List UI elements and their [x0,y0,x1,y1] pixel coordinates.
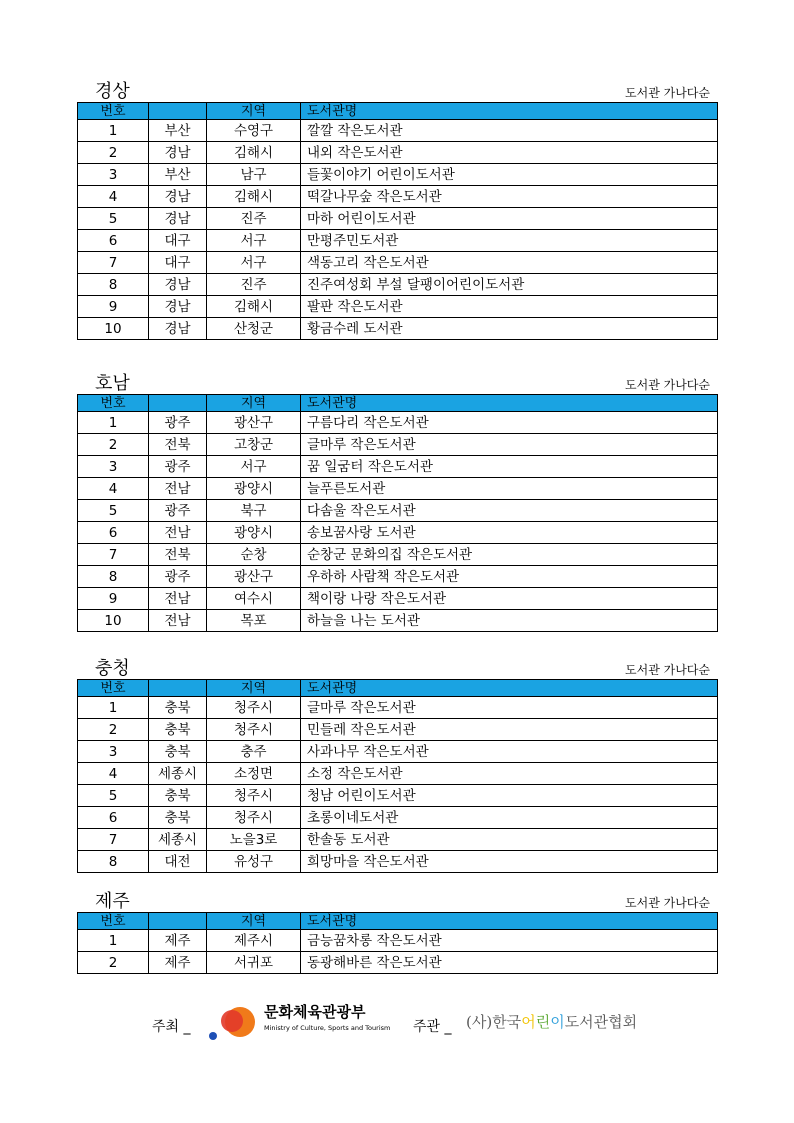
cell-province: 경남 [149,208,207,230]
cell-province: 전북 [149,434,207,456]
ministry-name: 문화체육관광부 [264,1003,366,1021]
cell-no: 6 [78,807,149,829]
cell-province: 전남 [149,588,207,610]
library-table [77,394,718,632]
section-title: 경상 [95,81,130,102]
cell-no: 7 [78,829,149,851]
table-row [78,456,718,478]
cell-no: 5 [78,785,149,807]
col-header-region: 지역 [207,913,301,930]
ministry-logo-icon [207,1002,259,1042]
section-header [77,78,718,102]
table-row [78,164,718,186]
col-header-no: 번호 [78,395,149,412]
table-row [78,719,718,741]
cell-region: 제주시 [207,930,301,952]
section-gyeongsang [77,78,718,340]
library-table [77,679,718,873]
assoc-char-a: 어 [521,1013,536,1031]
cell-province: 부산 [149,164,207,186]
cell-region: 광양시 [207,478,301,500]
col-header-region: 지역 [207,103,301,120]
table-row [78,296,718,318]
cell-province: 전남 [149,610,207,632]
cell-province: 경남 [149,274,207,296]
cell-no: 6 [78,230,149,252]
cell-library-name: 꿈 일굼터 작은도서관 [301,456,718,478]
cell-library-name: 다솜울 작은도서관 [301,500,718,522]
cell-library-name: 한솔동 도서관 [301,829,718,851]
cell-region: 청주시 [207,697,301,719]
table-row [78,566,718,588]
table-row [78,318,718,340]
cell-no: 10 [78,318,149,340]
cell-no: 1 [78,120,149,142]
cell-no: 8 [78,274,149,296]
cell-region: 진주 [207,274,301,296]
section-title: 호남 [95,373,130,394]
ministry-subtitle: Ministry of Culture, Sports and Tourism [264,1024,391,1032]
cell-no: 4 [78,478,149,500]
cell-no: 9 [78,588,149,610]
table-row [78,741,718,763]
table-header-row [78,913,718,930]
table-header-row [78,103,718,120]
table-row [78,851,718,873]
library-table [77,912,718,974]
cell-no: 8 [78,566,149,588]
cell-no: 7 [78,252,149,274]
cell-province: 부산 [149,120,207,142]
cell-no: 3 [78,164,149,186]
cell-no: 8 [78,851,149,873]
table-header-row [78,395,718,412]
cell-library-name: 청남 어린이도서관 [301,785,718,807]
cell-province: 대전 [149,851,207,873]
table-row [78,252,718,274]
table-row [78,208,718,230]
cell-province: 충북 [149,807,207,829]
sort-note: 도서관 가나다순 [625,663,710,677]
cell-province: 충북 [149,697,207,719]
table-row [78,952,718,974]
table-row [78,186,718,208]
cell-no: 4 [78,186,149,208]
cell-library-name: 글마루 작은도서관 [301,697,718,719]
cell-library-name: 진주여성회 부설 달팽이어린이도서관 [301,274,718,296]
cell-library-name: 늘푸른도서관 [301,478,718,500]
col-header-province [149,395,207,412]
cell-library-name: 하늘을 나는 도서관 [301,610,718,632]
cell-no: 1 [78,930,149,952]
cell-region: 목포 [207,610,301,632]
cell-region: 청주시 [207,807,301,829]
table-row [78,829,718,851]
cell-no: 4 [78,763,149,785]
cell-library-name: 사과나무 작은도서관 [301,741,718,763]
cell-province: 광주 [149,412,207,434]
cell-region: 서귀포 [207,952,301,974]
cell-region: 남구 [207,164,301,186]
assoc-suffix: 도서관협회 [564,1013,638,1031]
cell-library-name: 금능꿈차롱 작은도서관 [301,930,718,952]
cell-library-name: 구름다리 작은도서관 [301,412,718,434]
cell-province: 대구 [149,230,207,252]
footer [0,998,794,1048]
cell-no: 3 [78,456,149,478]
cell-library-name: 마하 어린이도서관 [301,208,718,230]
table-row [78,434,718,456]
cell-region: 순창 [207,544,301,566]
col-header-no: 번호 [78,103,149,120]
cell-province: 전남 [149,478,207,500]
cell-library-name: 송보꿈사랑 도서관 [301,522,718,544]
cell-library-name: 떡갈나무숲 작은도서관 [301,186,718,208]
col-header-province [149,680,207,697]
library-table [77,102,718,340]
cell-province: 대구 [149,252,207,274]
cell-region: 서구 [207,456,301,478]
cell-province: 충북 [149,741,207,763]
cell-region: 서구 [207,230,301,252]
section-title: 충청 [95,658,130,679]
col-header-library: 도서관명 [301,913,718,930]
table-row [78,610,718,632]
table-row [78,412,718,434]
cell-no: 5 [78,208,149,230]
cell-region: 청주시 [207,719,301,741]
cell-province: 광주 [149,500,207,522]
cell-province: 경남 [149,142,207,164]
table-header-row [78,680,718,697]
cell-library-name: 동광해바른 작은도서관 [301,952,718,974]
cell-library-name: 글마루 작은도서관 [301,434,718,456]
table-row [78,522,718,544]
cell-region: 광산구 [207,412,301,434]
table-row [78,930,718,952]
cell-province: 경남 [149,186,207,208]
cell-library-name: 황금수레 도서관 [301,318,718,340]
cell-region: 산청군 [207,318,301,340]
cell-library-name: 순창군 문화의집 작은도서관 [301,544,718,566]
table-row [78,274,718,296]
assoc-prefix: (사)한국 [466,1013,522,1031]
cell-library-name: 색동고리 작은도서관 [301,252,718,274]
col-header-region: 지역 [207,395,301,412]
organizer-label: 주관 _ [413,1019,452,1035]
cell-province: 경남 [149,318,207,340]
cell-no: 9 [78,296,149,318]
col-header-region: 지역 [207,680,301,697]
section-header [77,888,718,912]
cell-region: 서구 [207,252,301,274]
cell-library-name: 책이랑 나랑 작은도서관 [301,588,718,610]
cell-province: 충북 [149,785,207,807]
table-row [78,807,718,829]
col-header-library: 도서관명 [301,395,718,412]
cell-no: 2 [78,719,149,741]
cell-library-name: 들꽃이야기 어린이도서관 [301,164,718,186]
cell-province: 광주 [149,456,207,478]
cell-province: 세종시 [149,829,207,851]
col-header-province [149,913,207,930]
col-header-library: 도서관명 [301,103,718,120]
cell-region: 광산구 [207,566,301,588]
cell-region: 진주 [207,208,301,230]
cell-province: 광주 [149,566,207,588]
sort-note: 도서관 가나다순 [625,378,710,392]
cell-no: 10 [78,610,149,632]
cell-no: 1 [78,412,149,434]
cell-no: 6 [78,522,149,544]
cell-library-name: 만평주민도서관 [301,230,718,252]
cell-region: 소정면 [207,763,301,785]
cell-library-name: 내외 작은도서관 [301,142,718,164]
sort-note: 도서관 가나다순 [625,896,710,910]
section-jeju [77,888,718,974]
association-logo [466,1013,637,1031]
cell-region: 북구 [207,500,301,522]
table-row [78,142,718,164]
cell-library-name: 팔판 작은도서관 [301,296,718,318]
cell-region: 광양시 [207,522,301,544]
table-row [78,544,718,566]
col-header-library: 도서관명 [301,680,718,697]
cell-no: 2 [78,434,149,456]
cell-no: 2 [78,142,149,164]
cell-province: 전남 [149,522,207,544]
cell-region: 노을3로 [207,829,301,851]
cell-no: 2 [78,952,149,974]
cell-region: 김해시 [207,296,301,318]
cell-library-name: 소정 작은도서관 [301,763,718,785]
cell-region: 충주 [207,741,301,763]
sort-note: 도서관 가나다순 [625,86,710,100]
table-row [78,120,718,142]
cell-library-name: 초롱이네도서관 [301,807,718,829]
section-header [77,655,718,679]
section-header [77,370,718,394]
cell-region: 김해시 [207,142,301,164]
cell-region: 김해시 [207,186,301,208]
table-row [78,478,718,500]
cell-region: 수영구 [207,120,301,142]
cell-region: 고창군 [207,434,301,456]
cell-library-name: 우하하 사람책 작은도서관 [301,566,718,588]
cell-province: 전북 [149,544,207,566]
cell-province: 세종시 [149,763,207,785]
host-label: 주최 _ [152,1019,191,1035]
section-title: 제주 [95,891,130,912]
cell-library-name: 희망마을 작은도서관 [301,851,718,873]
table-row [78,763,718,785]
cell-region: 청주시 [207,785,301,807]
cell-no: 3 [78,741,149,763]
cell-region: 유성구 [207,851,301,873]
cell-library-name: 민들레 작은도서관 [301,719,718,741]
table-row [78,785,718,807]
cell-no: 7 [78,544,149,566]
table-row [78,500,718,522]
cell-province: 제주 [149,952,207,974]
cell-no: 5 [78,500,149,522]
col-header-no: 번호 [78,680,149,697]
col-header-province [149,103,207,120]
section-chungcheong [77,655,718,873]
cell-library-name: 깔깔 작은도서관 [301,120,718,142]
assoc-char-b: 린 [535,1013,551,1031]
assoc-char-c: 이 [550,1013,565,1031]
cell-region: 여수시 [207,588,301,610]
cell-province: 경남 [149,296,207,318]
col-header-no: 번호 [78,913,149,930]
table-row [78,588,718,610]
table-row [78,697,718,719]
table-row [78,230,718,252]
section-honam [77,370,718,632]
cell-no: 1 [78,697,149,719]
cell-province: 충북 [149,719,207,741]
cell-province: 제주 [149,930,207,952]
